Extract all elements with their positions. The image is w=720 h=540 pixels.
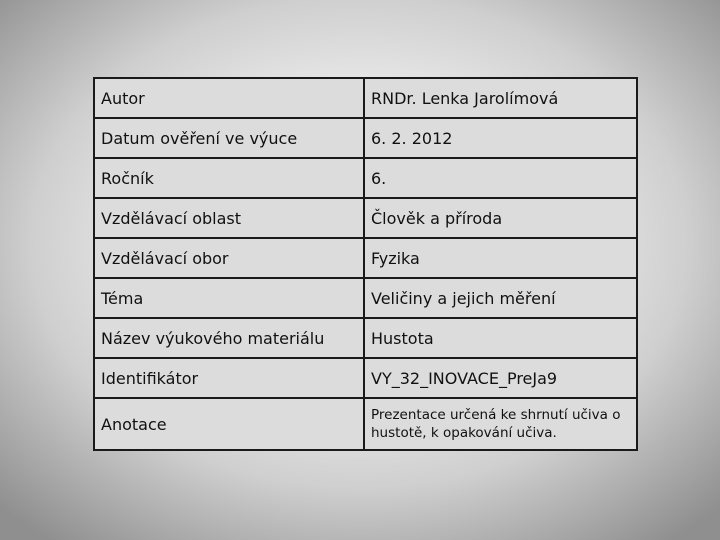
- row-value-anotace: Prezentace určená ke shrnutí učiva o hustotě, k opakování učiva.: [364, 398, 637, 450]
- table-row: [94, 398, 637, 450]
- row-value-obor: Fyzika: [364, 238, 637, 278]
- table-row: [94, 118, 637, 158]
- row-label-datum: Datum ověření ve výuce: [94, 118, 364, 158]
- row-label-anotace: Anotace: [94, 398, 364, 450]
- row-value-autor: RNDr. Lenka Jarolímová: [364, 78, 637, 118]
- metadata-table: [93, 77, 638, 451]
- row-value-rocnik: 6.: [364, 158, 637, 198]
- table-row: [94, 238, 637, 278]
- row-value-oblast: Člověk a příroda: [364, 198, 637, 238]
- row-value-identifikator: VY_32_INOVACE_PreJa9: [364, 358, 637, 398]
- row-value-datum: 6. 2. 2012: [364, 118, 637, 158]
- row-label-rocnik: Ročník: [94, 158, 364, 198]
- table-row: [94, 78, 637, 118]
- table-row: [94, 198, 637, 238]
- table-row: [94, 358, 637, 398]
- row-value-tema: Veličiny a jejich měření: [364, 278, 637, 318]
- row-value-nazev: Hustota: [364, 318, 637, 358]
- table-row: [94, 278, 637, 318]
- row-label-identifikator: Identifikátor: [94, 358, 364, 398]
- table-row: [94, 158, 637, 198]
- row-label-oblast: Vzdělávací oblast: [94, 198, 364, 238]
- row-label-autor: Autor: [94, 78, 364, 118]
- row-label-tema: Téma: [94, 278, 364, 318]
- row-label-obor: Vzdělávací obor: [94, 238, 364, 278]
- row-label-nazev: Název výukového materiálu: [94, 318, 364, 358]
- table-row: [94, 318, 637, 358]
